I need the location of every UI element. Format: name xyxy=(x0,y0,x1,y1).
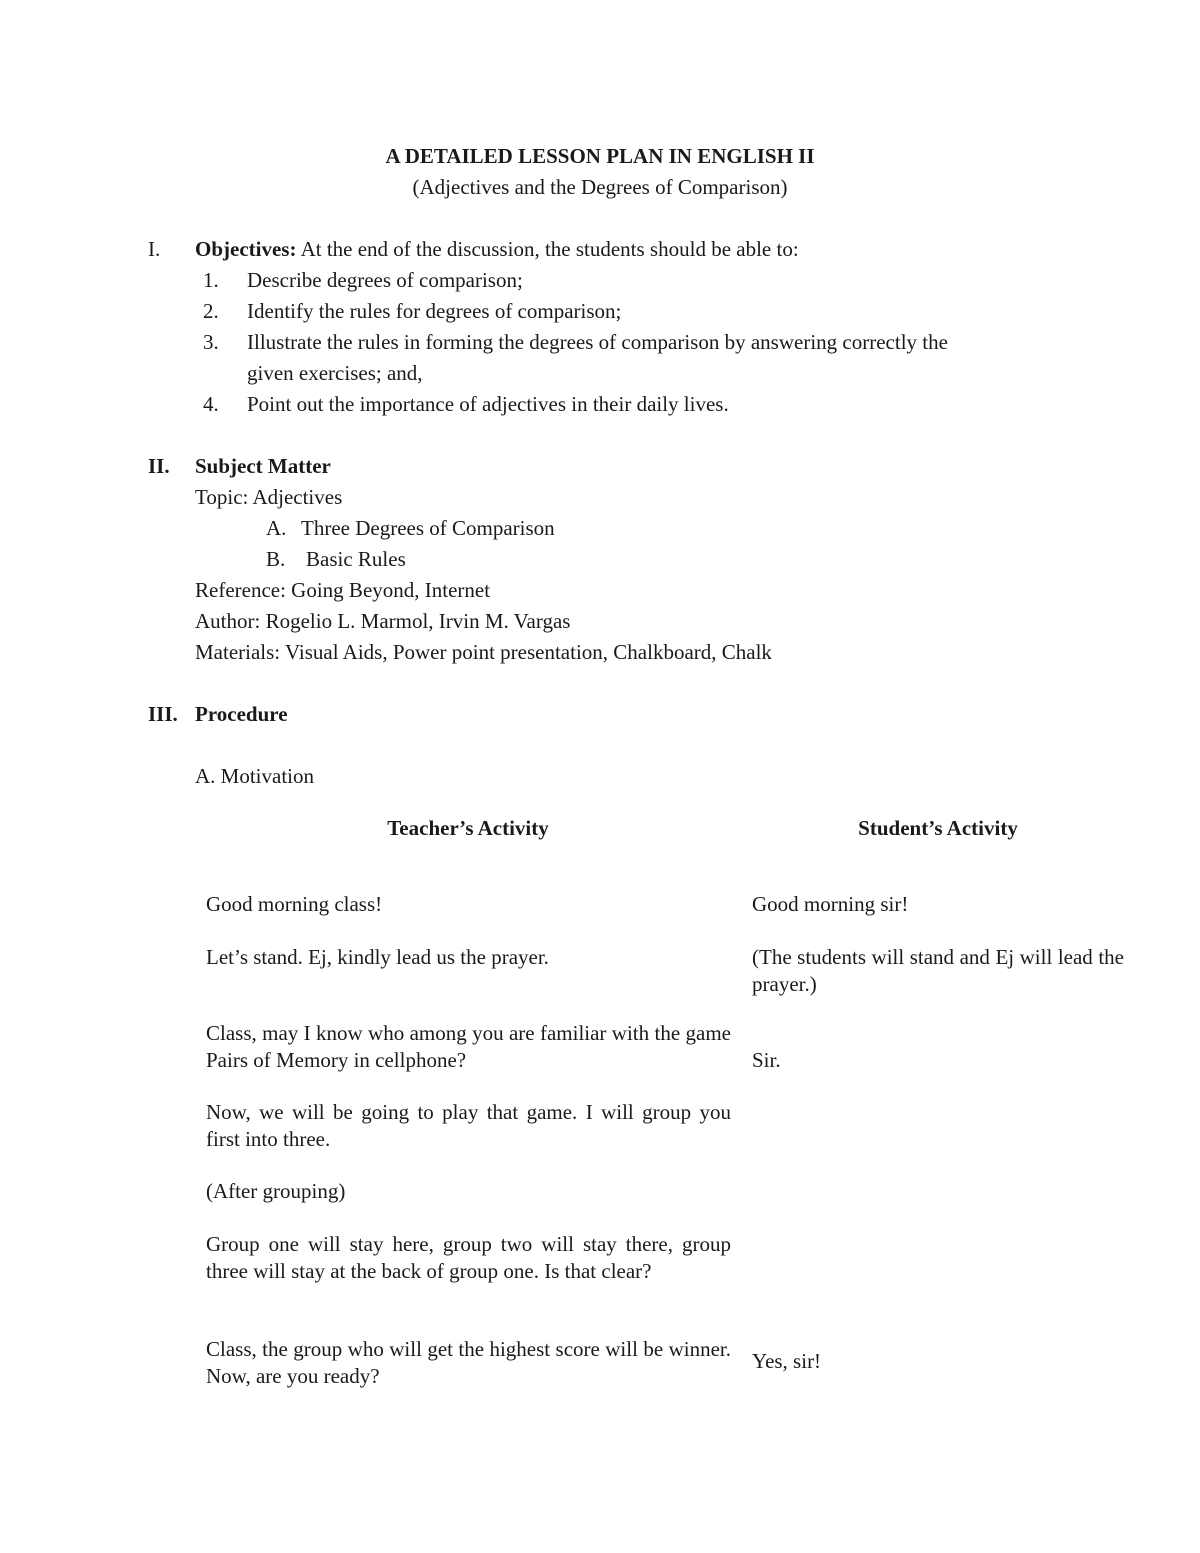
section-2-heading: Subject Matter xyxy=(195,454,331,478)
objective-2-number: 2. xyxy=(203,299,219,323)
objective-2-text: Identify the rules for degrees of comparison; xyxy=(247,299,622,323)
author-line: Author: Rogelio L. Marmol, Irvin M. Vargas xyxy=(195,609,571,633)
section-1-intro: At the end of the discussion, the students should be able to: xyxy=(300,237,799,261)
student-line-2: (The students will stand and Ej will lead the prayer.) xyxy=(752,945,1124,996)
section-1-heading-line xyxy=(195,234,799,265)
topic-sub-a-letter: A. xyxy=(266,516,287,540)
section-1-heading: Objectives: xyxy=(195,237,297,261)
materials-line: Materials: Visual Aids, Power point presentation, Chalkboard, Chalk xyxy=(195,640,772,664)
section-2-numeral: II. xyxy=(148,454,170,478)
objective-3-text-continued: given exercises; and, xyxy=(247,361,423,385)
student-line-1: Good morning sir! xyxy=(752,892,909,916)
topic-sub-a-text: Three Degrees of Comparison xyxy=(301,516,555,540)
reference-line: Reference: Going Beyond, Internet xyxy=(195,578,491,602)
document-title: A DETAILED LESSON PLAN IN ENGLISH II xyxy=(385,144,815,168)
objective-1-text: Describe degrees of comparison; xyxy=(247,268,523,292)
teacher-line-4: Now, we will be going to play that game. I will group you first into three. xyxy=(206,1100,731,1151)
teacher-activity-header: Teacher’s Activity xyxy=(387,816,549,840)
section-3-numeral: III. xyxy=(148,702,178,726)
section-1-numeral: I. xyxy=(148,237,161,261)
topic-line: Topic: Adjectives xyxy=(195,485,343,509)
teacher-line-6: Group one will stay here, group two will stay there, group three will stay at the back of group one. Is that clear? xyxy=(206,1232,731,1283)
topic-sub-b-letter: B. xyxy=(266,547,286,571)
teacher-line-7: Class, the group who will get the highest score will be winner. Now, are you ready? xyxy=(206,1337,731,1388)
student-activity-header: Student’s Activity xyxy=(858,816,1018,840)
objective-1-number: 1. xyxy=(203,268,219,292)
objective-3-number: 3. xyxy=(203,330,219,354)
teacher-line-2: Let’s stand. Ej, kindly lead us the prayer. xyxy=(206,945,549,969)
objective-3-text: Illustrate the rules in forming the degrees of comparison by answering correctly the xyxy=(247,330,948,354)
objective-4-text: Point out the importance of adjectives in their daily lives. xyxy=(247,392,729,416)
section-3-heading: Procedure xyxy=(195,702,288,726)
student-line-3: Sir. xyxy=(752,1048,781,1072)
objective-4-number: 4. xyxy=(203,392,219,416)
teacher-line-1: Good morning class! xyxy=(206,892,383,916)
document-subtitle: (Adjectives and the Degrees of Comparison) xyxy=(412,175,788,199)
topic-sub-b-text: Basic Rules xyxy=(306,547,406,571)
student-line-7: Yes, sir! xyxy=(752,1349,822,1373)
teacher-line-5: (After grouping) xyxy=(206,1179,346,1203)
motivation-subheading: A. Motivation xyxy=(195,764,314,788)
teacher-line-3: Class, may I know who among you are familiar with the game Pairs of Memory in cellphone? xyxy=(206,1021,731,1072)
